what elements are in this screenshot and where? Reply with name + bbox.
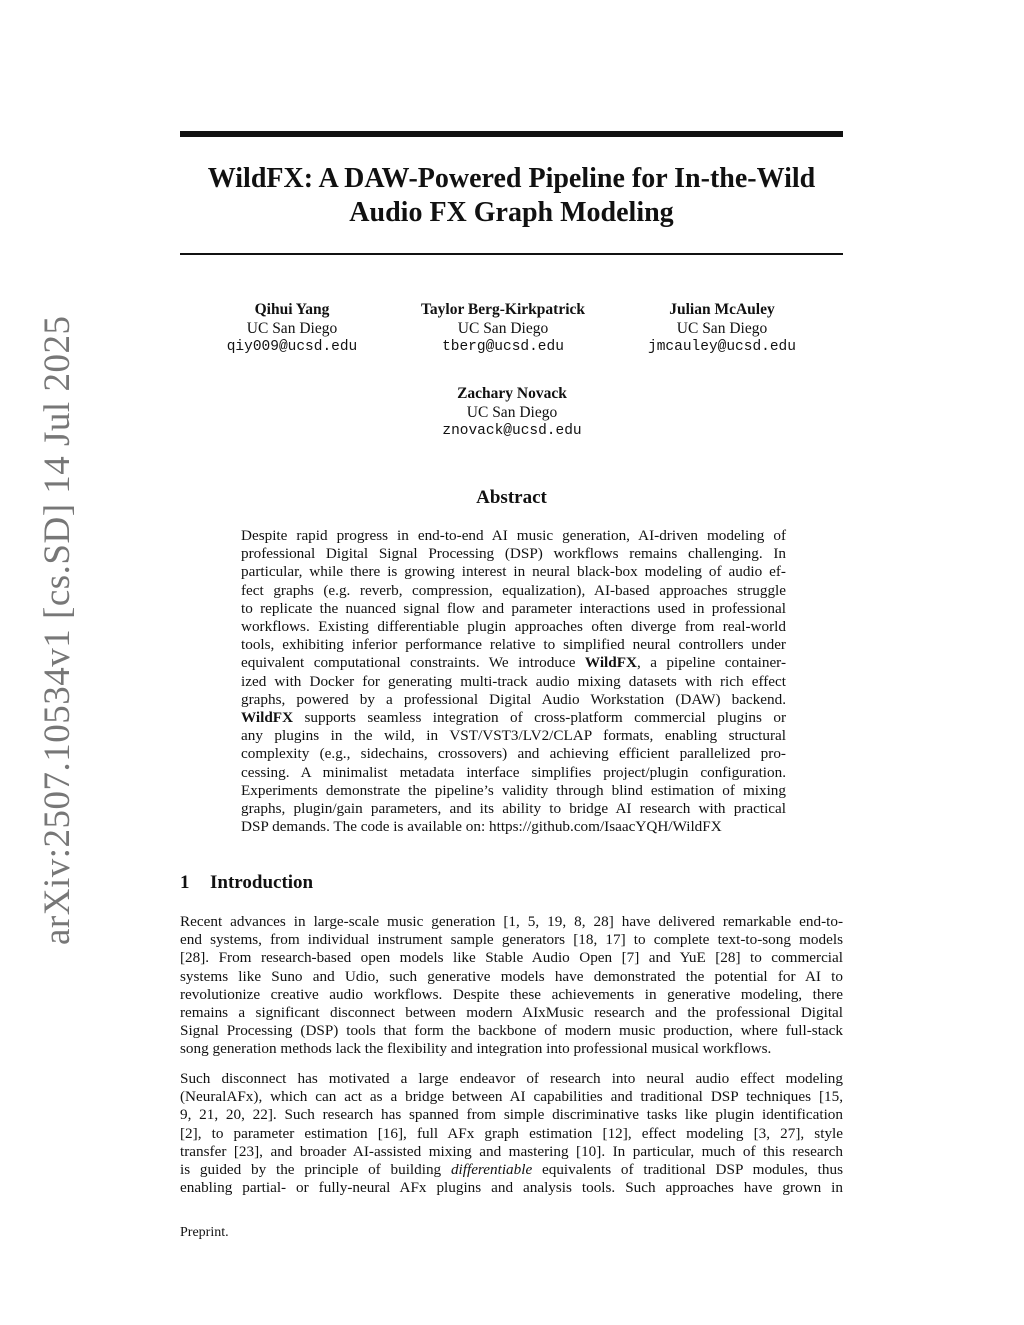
author-block bbox=[172, 300, 412, 357]
body-line: transfer [23], and broader AI-assisted mixing and mastering [10]. In particular, much of this research bbox=[180, 1142, 843, 1160]
abstract-line: fect graphs (e.g. reverb, compression, equalization), AI-based approaches struggle bbox=[241, 581, 786, 599]
abstract-line: any plugins in the wild, in VST/VST3/LV2/CLAP formats, enabling structural bbox=[241, 727, 786, 745]
body-line: (NeuralAFx), which can act as a bridge between AI capabilities and traditional DSP techniques [15, bbox=[180, 1088, 843, 1106]
body-line: [28]. From research-based open models like Stable Audio Open [7] and YuE [28] to commercial bbox=[180, 949, 843, 967]
body-line: remains a significant disconnect between modern AIxMusic research and the professional Digital bbox=[180, 1004, 843, 1022]
footer-preprint: Preprint. bbox=[180, 1225, 229, 1240]
abstract-line: DSP demands. The code is available on: https://github.com/IsaacYQH/WildFX bbox=[241, 818, 722, 836]
author-email: znovack@ucsd.edu bbox=[442, 423, 582, 439]
abstract-line: tools, exhibiting inferior performance relative to simplified neural controllers under bbox=[241, 636, 786, 654]
arxiv-identifier: arXiv:2507.10534v1 [cs.SD] 14 Jul 2025 bbox=[37, 315, 78, 945]
author-email: qiy009@ucsd.edu bbox=[226, 339, 358, 355]
abstract-line bbox=[241, 709, 786, 727]
author-block bbox=[383, 300, 623, 357]
author-email: tberg@ucsd.edu bbox=[442, 339, 564, 355]
abstract-line: ized with Docker for generating multi-track audio mixing datasets with rich effect bbox=[241, 672, 786, 690]
abstract-heading: Abstract bbox=[476, 487, 547, 508]
intro-paragraph-1 bbox=[180, 913, 843, 1059]
body-line: Signal Processing (DSP) tools that form the backbone of modern music production, where full-stack bbox=[180, 1022, 843, 1040]
body-line: 9, 21, 20, 22]. Such research has spanned from simple discriminative tasks like plugin identification bbox=[180, 1106, 843, 1124]
author-block bbox=[602, 300, 842, 357]
title-bottom-rule bbox=[180, 253, 843, 255]
abstract-text: equivalent computational constraints. We introduce bbox=[241, 654, 576, 672]
emphasis-differentiable: differentiable bbox=[450, 1161, 533, 1179]
abstract-line bbox=[241, 654, 786, 672]
author-name: Taylor Berg-Kirkpatrick bbox=[420, 301, 586, 318]
paper-title bbox=[180, 162, 843, 230]
abstract-line: Experiments demonstrate the pipeline’s validity through blind estimation of mixing bbox=[241, 781, 786, 799]
abstract-line: graphs, plugin/gain parameters, and its ability to bridge AI research with practical bbox=[241, 800, 786, 818]
body-text: equivalents of traditional DSP modules, thus bbox=[532, 1161, 843, 1179]
body-line: revolutionize creative audio workflows. Despite these achievements in generative modeling, there bbox=[180, 985, 843, 1003]
title-top-rule bbox=[180, 131, 843, 137]
author-block bbox=[392, 384, 632, 441]
author-name: Julian McAuley bbox=[669, 301, 775, 318]
body-line: Such disconnect has motivated a large endeavor of research into neural audio effect modeling bbox=[180, 1070, 843, 1087]
abstract-line: graphs, powered by a professional Digital Audio Workstation (DAW) backend. bbox=[241, 690, 786, 708]
abstract-line: workflows. Existing differentiable plugin approaches often diverge from real-world bbox=[241, 618, 786, 636]
title-line: Audio FX Graph Modeling bbox=[349, 197, 674, 228]
abstract-text: , a pipeline container- bbox=[636, 654, 786, 672]
section-title: Introduction bbox=[210, 872, 314, 893]
abstract-line: complexity (e.g., sidechains, crossovers) and achieving efficient parallelized pro- bbox=[241, 745, 786, 763]
abstract-line: particular, while there is growing interest in neural black-box modeling of audio ef- bbox=[241, 563, 786, 581]
section-heading-introduction bbox=[180, 872, 313, 894]
intro-paragraph-2 bbox=[180, 1070, 843, 1197]
body-line bbox=[180, 1161, 843, 1179]
body-line: end systems, from individual instrument sample generators [18, 17] to complete text-to-song models bbox=[180, 931, 843, 949]
body-line: Recent advances in large-scale music generation [1, 5, 19, 8, 28] have delivered remarkable end-to- bbox=[180, 913, 843, 930]
wildfx-name: WildFX bbox=[584, 654, 637, 672]
body-line: systems like Suno and Udio, such generative models have demonstrated the potential for AI to bbox=[180, 967, 843, 985]
abstract-text: supports seamless integration of cross-platform commercial plugins or bbox=[293, 709, 786, 727]
author-name: Zachary Novack bbox=[457, 385, 567, 402]
author-affiliation: UC San Diego bbox=[246, 320, 338, 337]
abstract-body bbox=[241, 527, 786, 836]
body-text: is guided by the principle of building bbox=[180, 1161, 442, 1179]
body-line: song generation methods lack the flexibility and integration into professional musical workflows. bbox=[180, 1040, 772, 1058]
abstract-line: Despite rapid progress in end-to-end AI music generation, AI-driven modeling of bbox=[241, 527, 786, 544]
author-affiliation: UC San Diego bbox=[676, 320, 768, 337]
title-line: WildFX: A DAW-Powered Pipeline for In-the-Wild bbox=[207, 163, 816, 194]
body-line: enabling partial- or fully-neural AFx plugins and analysis tools. Such approaches have grown in bbox=[180, 1179, 843, 1197]
abstract-line: cessing. A minimalist metadata interface simplifies project/plugin configuration. bbox=[241, 763, 786, 781]
author-affiliation: UC San Diego bbox=[457, 320, 549, 337]
author-name: Qihui Yang bbox=[254, 301, 330, 318]
author-affiliation: UC San Diego bbox=[466, 404, 558, 421]
section-number: 1 bbox=[180, 872, 190, 893]
wildfx-name: WildFX bbox=[241, 709, 294, 727]
abstract-line: professional Digital Signal Processing (DSP) workflows remains challenging. In bbox=[241, 545, 786, 563]
abstract-line: to replicate the nuanced signal flow and parameter interactions used in professional bbox=[241, 599, 786, 617]
body-line: [2], to parameter estimation [16], full AFx graph estimation [12], effect modeling [3, 27], style bbox=[180, 1124, 843, 1142]
author-email: jmcauley@ucsd.edu bbox=[648, 339, 796, 355]
